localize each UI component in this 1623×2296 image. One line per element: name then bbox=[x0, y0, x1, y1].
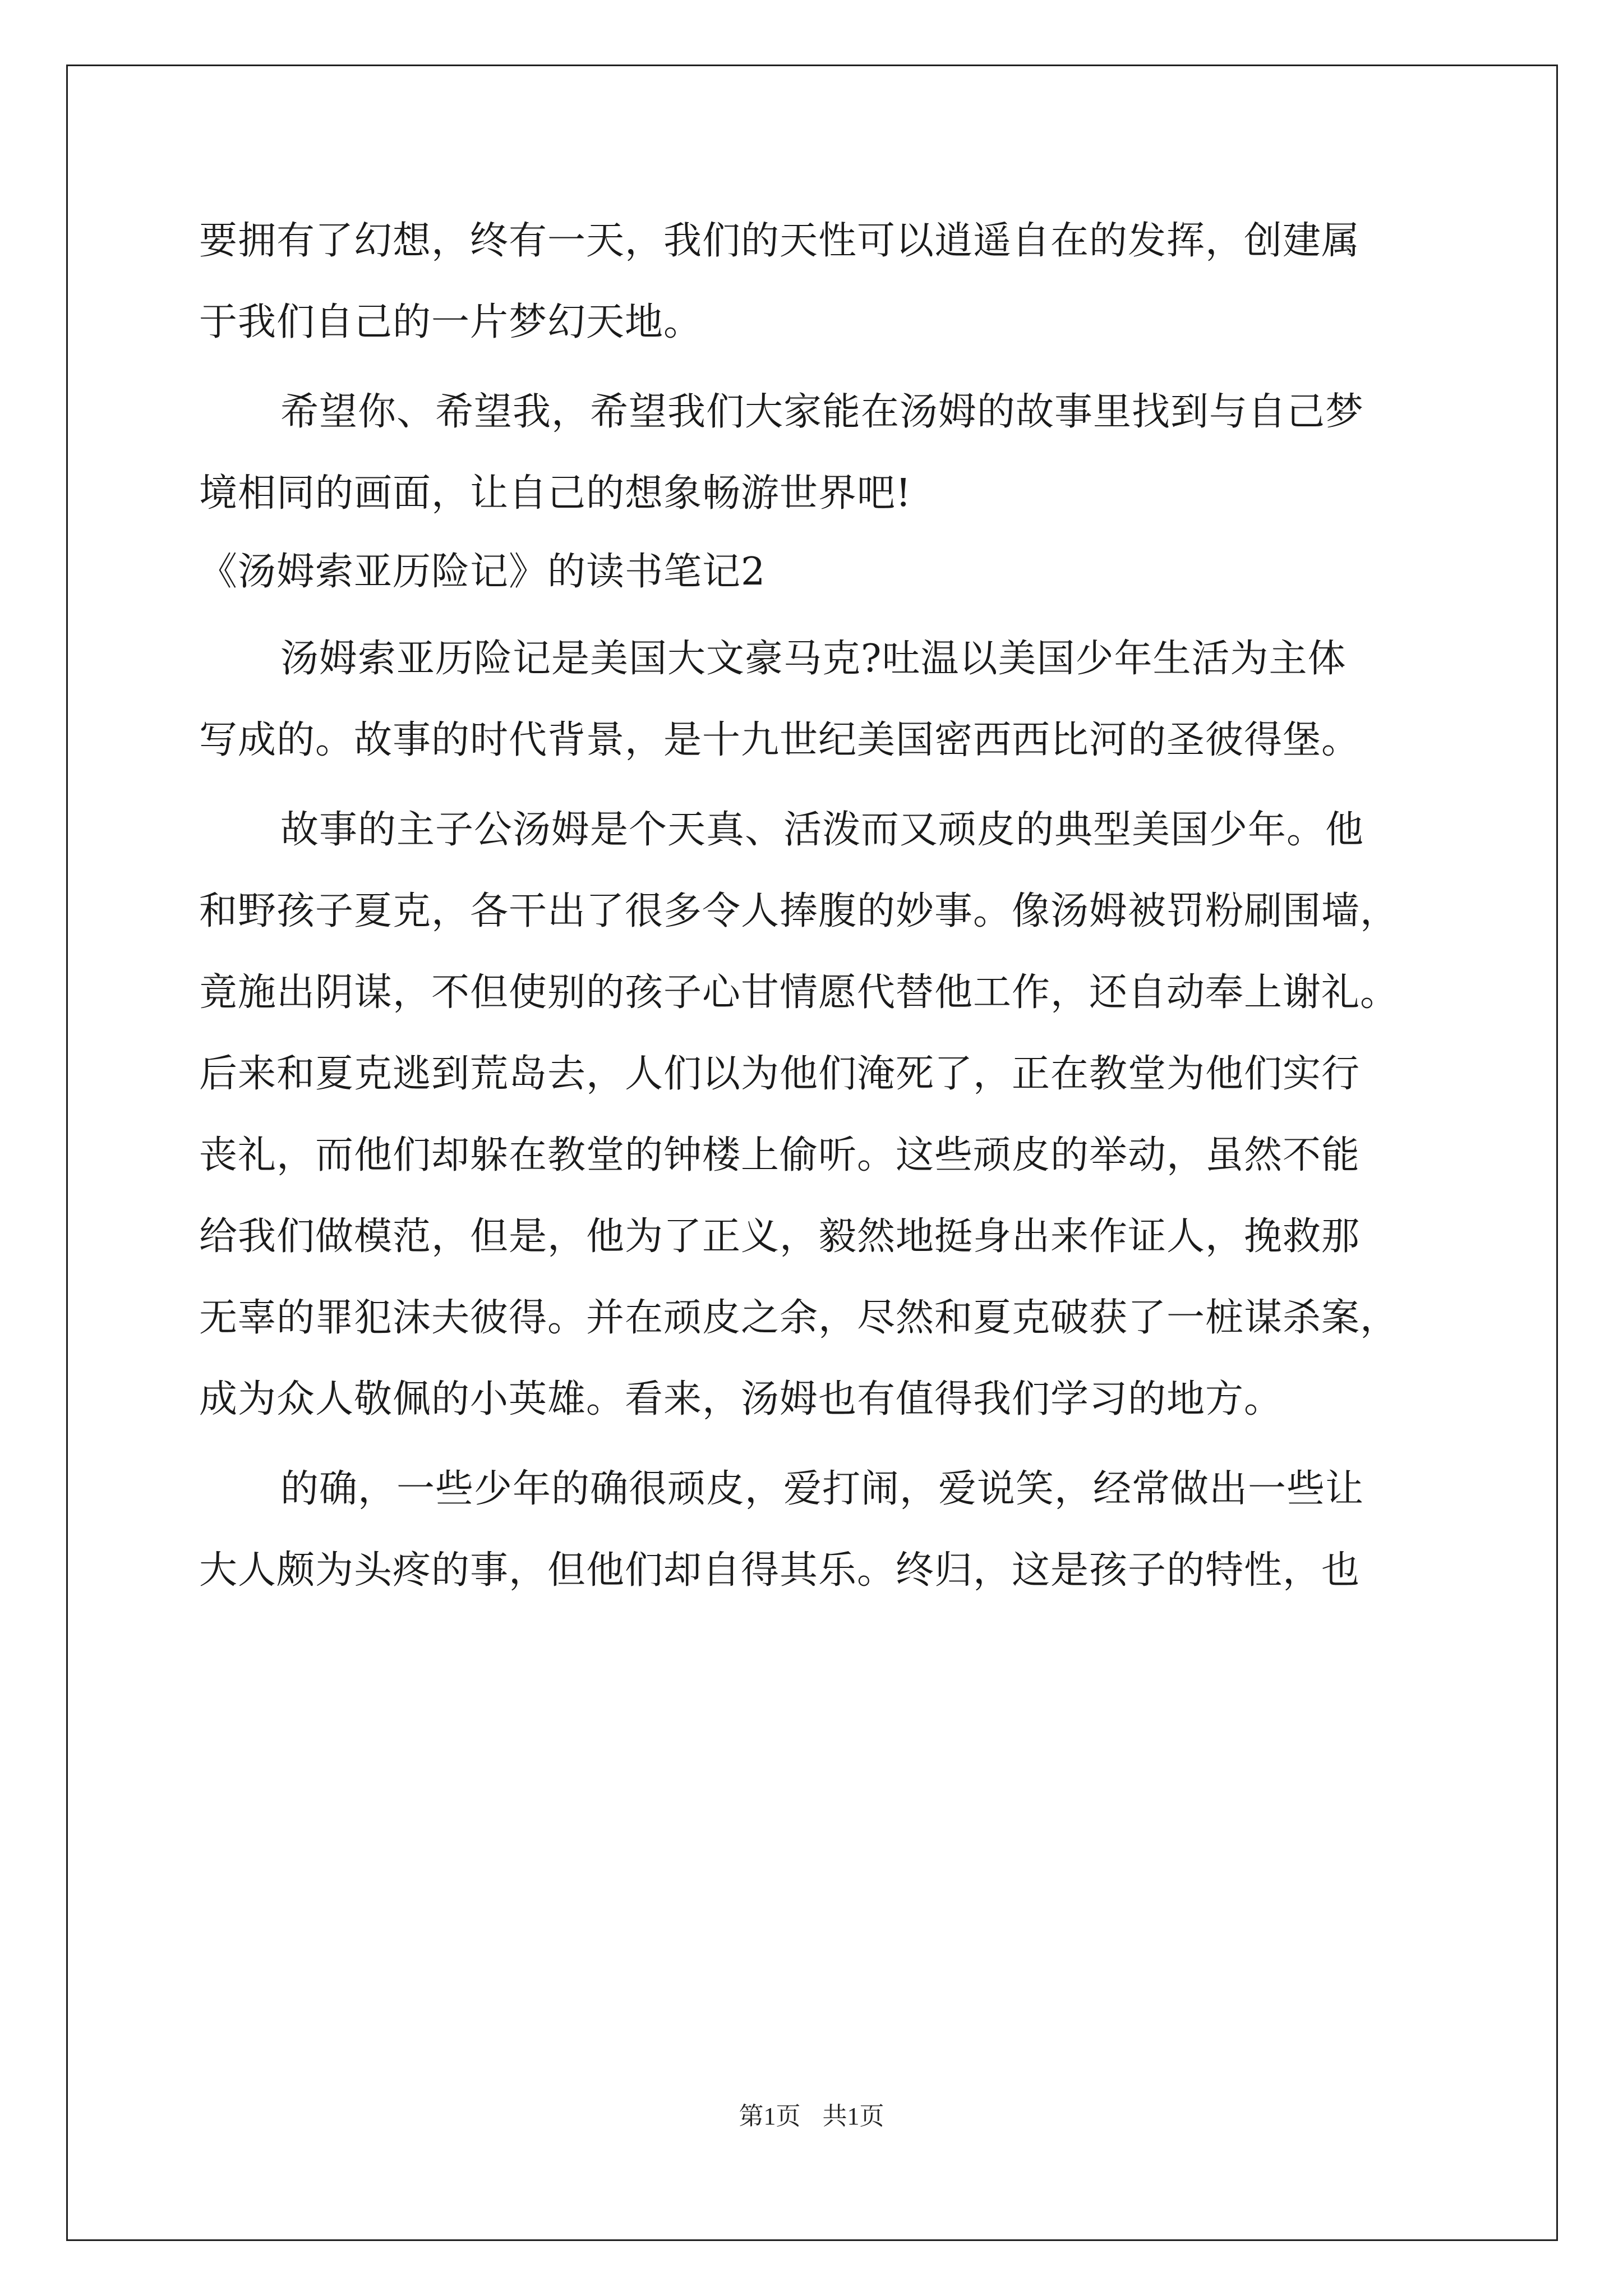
paragraph-line: 的确，一些少年的确很顽皮，爱打闹，爱说笑，经常做出一些让 bbox=[280, 1467, 1364, 1511]
paragraph-line: 无辜的罪犯沫夫彼得。并在顽皮之余，尽然和夏克破获了一桩谋杀案， bbox=[199, 1296, 1399, 1340]
paragraph-line: 要拥有了幻想，终有一天，我们的天性可以逍遥自在的发挥，创建属 bbox=[199, 219, 1361, 263]
paragraph-line: 给我们做模范，但是，他为了正义，毅然地挺身出来作证人，挽救那 bbox=[199, 1214, 1361, 1259]
paragraph-line: 竟施出阴谋，不但使别的孩子心甘情愿代替他工作，还自动奉上谢礼。 bbox=[199, 970, 1399, 1015]
page-footer bbox=[0, 2096, 1623, 2132]
paragraph-line: 汤姆索亚历险记是美国大文豪马克?吐温以美国少年生活为主体 bbox=[280, 637, 1347, 681]
paragraph-line: 于我们自己的一片梦幻天地。 bbox=[199, 300, 703, 344]
paragraph-line: 希望你、希望我，希望我们大家能在汤姆的故事里找到与自己梦 bbox=[280, 390, 1364, 434]
page-total: 共1页 bbox=[822, 2102, 884, 2130]
paragraph-line: 丧礼，而他们却躲在教堂的钟楼上偷听。这些顽皮的举动，虽然不能 bbox=[199, 1133, 1361, 1177]
page-number: 第1页 bbox=[739, 2102, 801, 2130]
paragraph-line: 故事的主子公汤姆是个天真、活泼而又顽皮的典型美国少年。他 bbox=[280, 808, 1364, 852]
paragraph-line: 境相同的画面，让自己的想象畅游世界吧! bbox=[199, 471, 912, 516]
paragraph-line: 大人颇为头疼的事，但他们却自得其乐。终归，这是孩子的特性，也 bbox=[199, 1548, 1361, 1593]
paragraph-line: 写成的。故事的时代背景，是十九世纪美国密西西比河的圣彼得堡。 bbox=[199, 718, 1361, 762]
paragraph-line: 后来和夏克逃到荒岛去，人们以为他们淹死了，正在教堂为他们实行 bbox=[199, 1052, 1361, 1096]
paragraph-line: 和野孩子夏克，各干出了很多令人捧腹的妙事。像汤姆被罚粉刷围墙， bbox=[199, 889, 1399, 933]
paragraph-line: 成为众人敬佩的小英雄。看来，汤姆也有值得我们学习的地方。 bbox=[199, 1377, 1283, 1421]
section-heading: 《汤姆索亚历险记》的读书笔记2 bbox=[199, 550, 766, 594]
